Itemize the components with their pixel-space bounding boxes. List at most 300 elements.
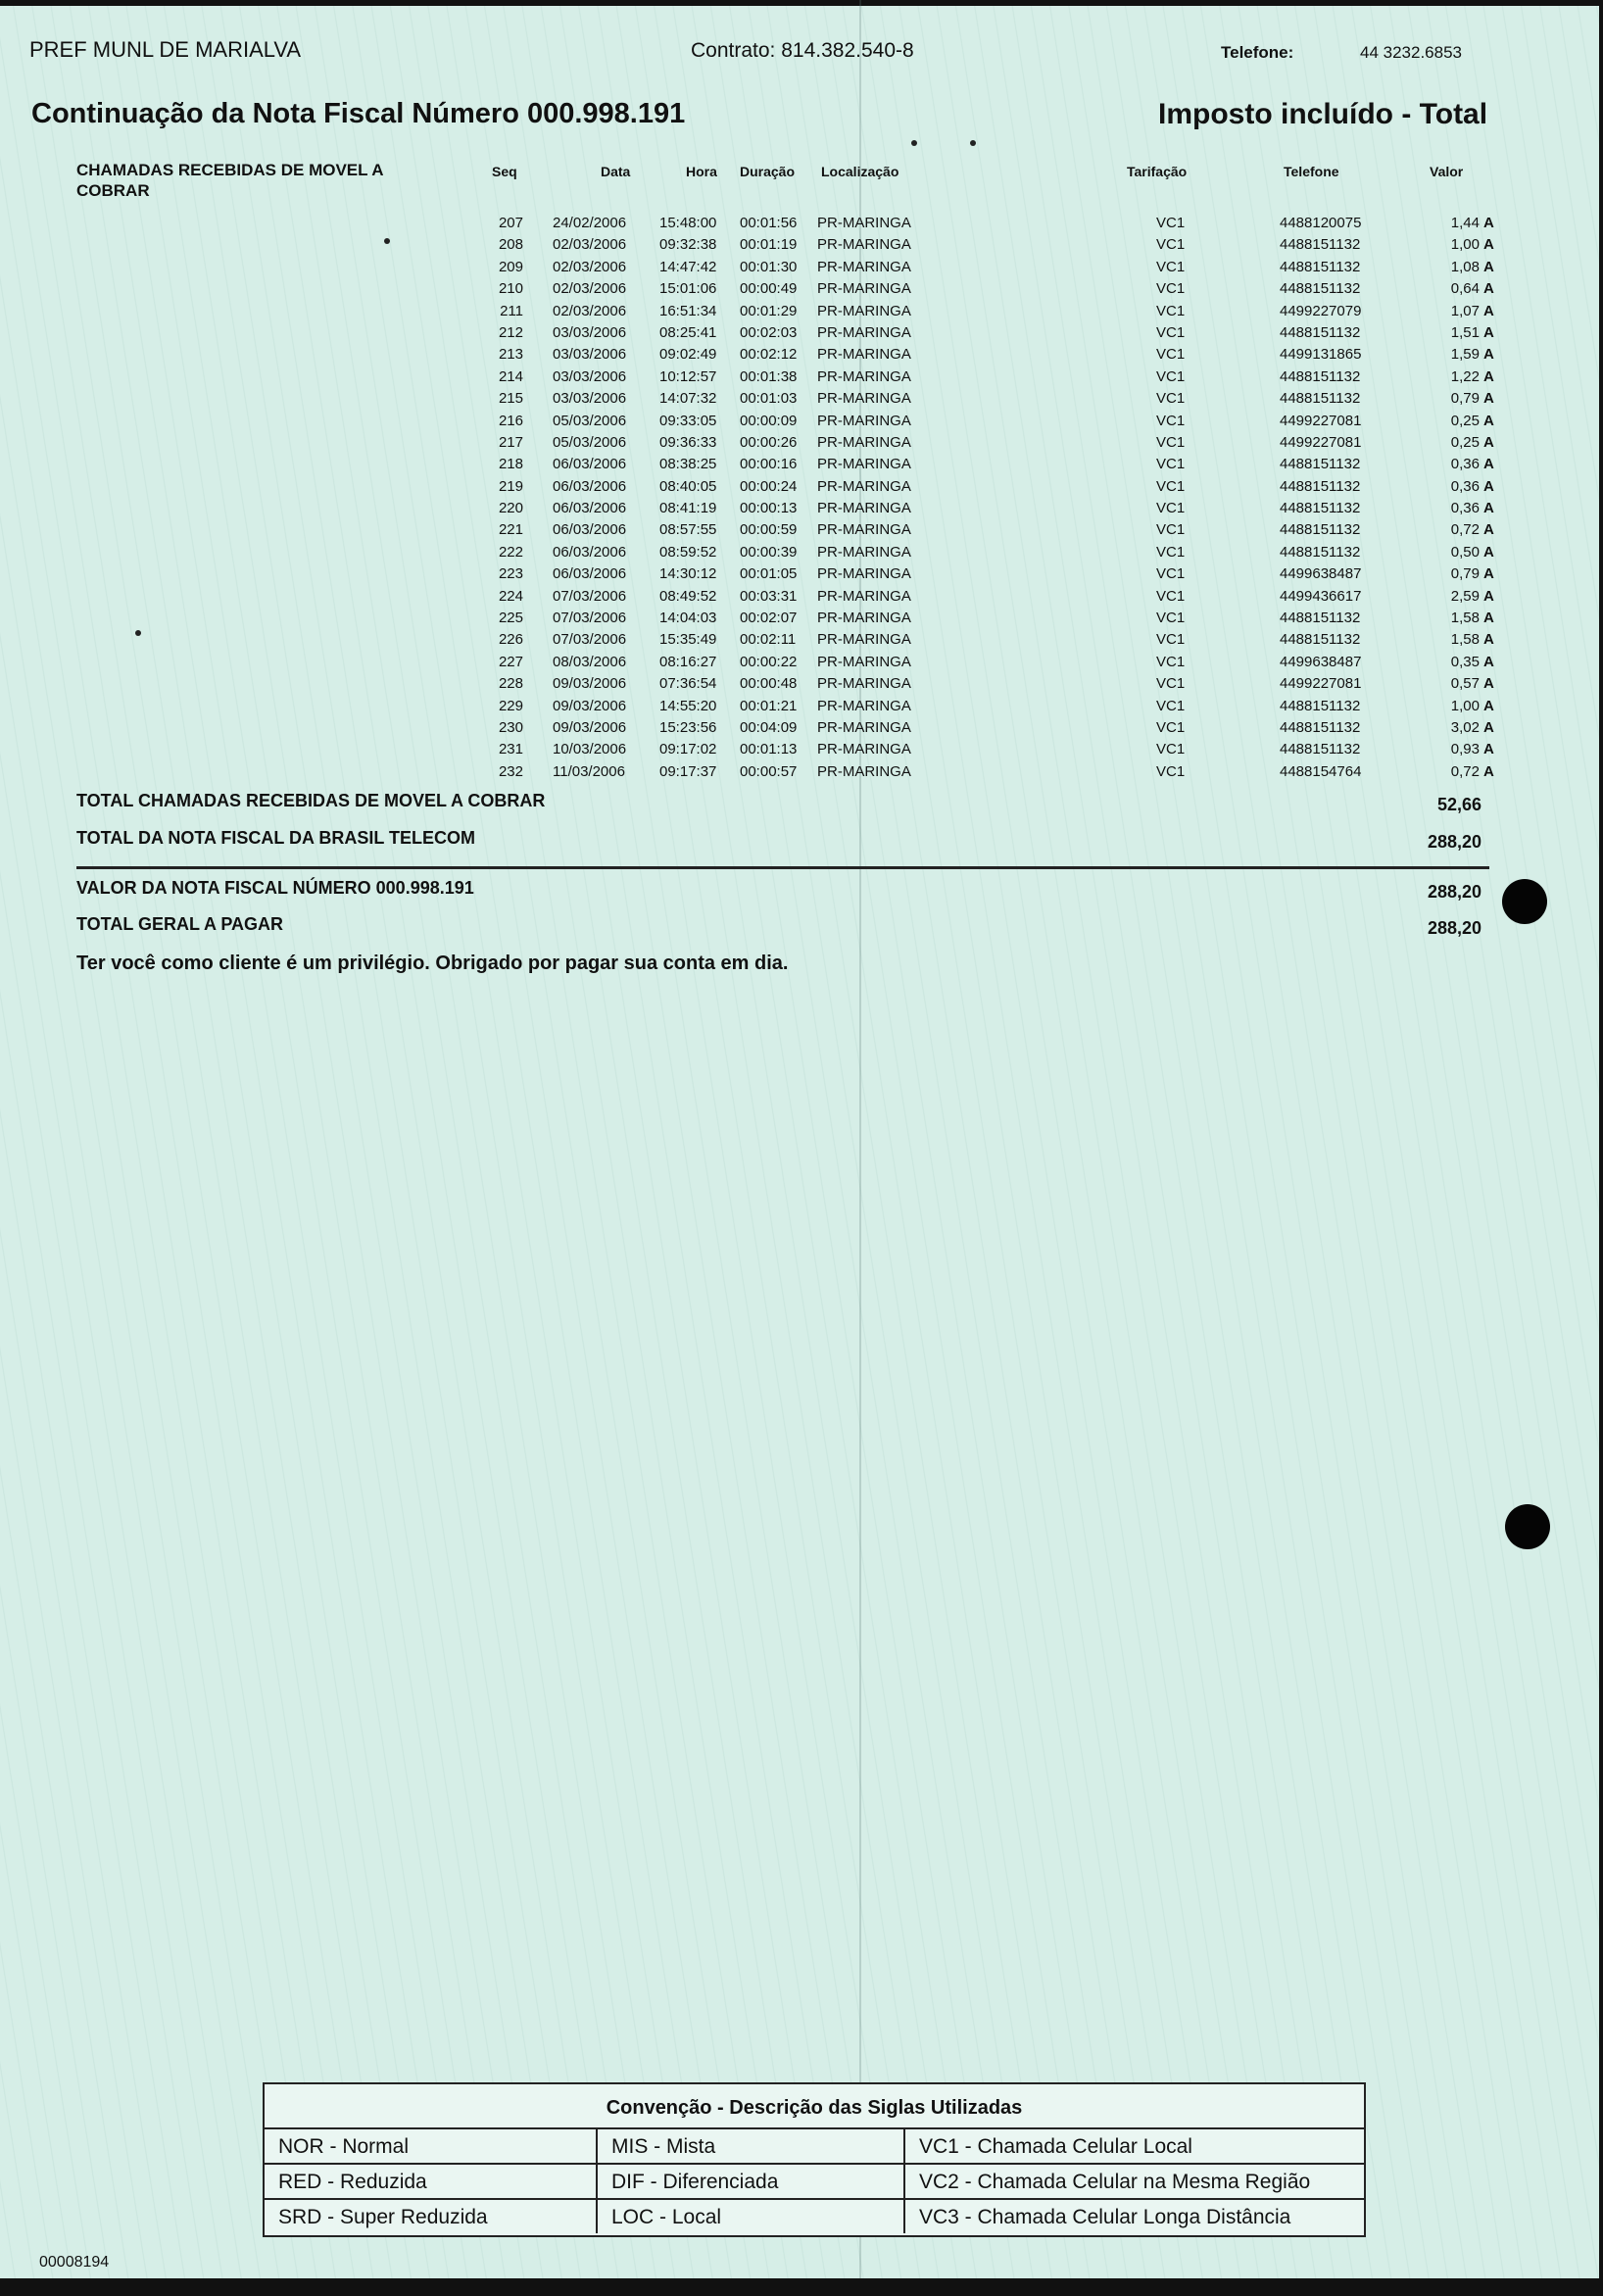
cell-hora: 09:17:02	[659, 741, 717, 758]
cell-tarifacao: VC1	[1156, 741, 1186, 758]
cell-hora: 08:49:52	[659, 587, 717, 605]
cell-tarifacao: VC1	[1156, 762, 1186, 780]
cell-hora: 08:41:19	[659, 500, 717, 517]
table-row	[0, 456, 1603, 477]
table-row	[0, 521, 1603, 543]
cell-seq: 227	[498, 653, 523, 670]
cell-seq: 225	[498, 610, 523, 627]
cell-tarifacao: VC1	[1156, 543, 1186, 561]
cell-telefone: 4499227079	[1280, 302, 1362, 319]
column-header-localizacao: Localização	[821, 164, 899, 179]
cell-valor: 1,07	[1450, 302, 1480, 319]
cell-flag: A	[1483, 280, 1494, 298]
cell-seq: 220	[498, 500, 523, 517]
cell-telefone: 4488154764	[1280, 762, 1362, 780]
cell-telefone: 4499638487	[1280, 653, 1362, 670]
cell-localizacao: PR-MARINGA	[817, 543, 911, 561]
cell-tarifacao: VC1	[1156, 565, 1186, 583]
table-row	[0, 434, 1603, 456]
cell-telefone: 4488120075	[1280, 215, 1362, 231]
cell-localizacao: PR-MARINGA	[817, 367, 911, 385]
table-row	[0, 368, 1603, 390]
table-row	[0, 588, 1603, 610]
table-row	[0, 346, 1603, 367]
cell-duracao: 00:00:24	[740, 477, 798, 495]
legend-cell: MIS - Mista	[598, 2129, 905, 2163]
cell-data: 03/03/2006	[553, 367, 627, 385]
thank-you-message: Ter você como cliente é um privilégio. Obrigado por pagar sua conta em dia.	[76, 953, 789, 974]
table-row	[0, 763, 1603, 785]
cell-flag: A	[1483, 456, 1494, 473]
cell-localizacao: PR-MARINGA	[817, 675, 911, 693]
cell-telefone: 4488151132	[1280, 456, 1361, 473]
table-row	[0, 324, 1603, 346]
cell-localizacao: PR-MARINGA	[817, 477, 911, 495]
cell-hora: 08:59:52	[659, 543, 717, 561]
cell-duracao: 00:00:39	[740, 543, 798, 561]
cell-flag: A	[1483, 258, 1494, 275]
cell-valor: 1,44	[1450, 215, 1480, 231]
cell-duracao: 00:02:11	[740, 631, 797, 649]
column-header-valor: Valor	[1430, 164, 1464, 179]
total-calls-label: TOTAL CHAMADAS RECEBIDAS DE MOVEL A COBRAR	[76, 791, 546, 810]
cell-tarifacao: VC1	[1156, 302, 1186, 319]
punch-hole	[1505, 1504, 1550, 1549]
cell-telefone: 4499227081	[1280, 675, 1362, 693]
cell-tarifacao: VC1	[1156, 367, 1186, 385]
cell-seq: 229	[498, 697, 523, 714]
cell-valor: 1,00	[1450, 236, 1480, 254]
cell-flag: A	[1483, 302, 1494, 319]
cell-telefone: 4488151132	[1280, 543, 1361, 561]
cell-tarifacao: VC1	[1156, 323, 1186, 341]
cell-seq: 212	[498, 323, 523, 341]
cell-duracao: 00:00:49	[740, 280, 798, 298]
cell-telefone: 4488151132	[1280, 258, 1361, 275]
cell-tarifacao: VC1	[1156, 412, 1186, 429]
legend-cell: DIF - Diferenciada	[598, 2165, 905, 2198]
legend-row	[265, 2165, 1364, 2200]
table-row	[0, 741, 1603, 762]
cell-telefone: 4499227081	[1280, 433, 1362, 451]
cell-duracao: 00:02:12	[740, 346, 798, 364]
cell-data: 05/03/2006	[553, 412, 627, 429]
cell-tarifacao: VC1	[1156, 587, 1186, 605]
table-row	[0, 500, 1603, 521]
cell-telefone: 4488151132	[1280, 697, 1361, 714]
cell-telefone: 4488151132	[1280, 741, 1361, 758]
cell-valor: 0,72	[1450, 521, 1480, 539]
cell-telefone: 4488151132	[1280, 521, 1361, 539]
cell-hora: 09:32:38	[659, 236, 717, 254]
cell-hora: 14:04:03	[659, 610, 717, 627]
cell-flag: A	[1483, 741, 1494, 758]
cell-duracao: 00:01:21	[740, 697, 798, 714]
total-invoice-label: TOTAL DA NOTA FISCAL DA BRASIL TELECOM	[76, 828, 475, 848]
cell-valor: 0,72	[1450, 762, 1480, 780]
cell-telefone: 4488151132	[1280, 477, 1361, 495]
cell-seq: 210	[498, 280, 523, 298]
cell-tarifacao: VC1	[1156, 653, 1186, 670]
cell-seq: 222	[498, 543, 523, 561]
cell-data: 02/03/2006	[553, 258, 627, 275]
cell-data: 09/03/2006	[553, 697, 627, 714]
cell-tarifacao: VC1	[1156, 631, 1186, 649]
cell-duracao: 00:03:31	[740, 587, 798, 605]
legend-title: Convenção - Descrição das Siglas Utilizadas	[265, 2084, 1364, 2129]
cell-flag: A	[1483, 631, 1494, 649]
cell-duracao: 00:02:07	[740, 610, 798, 627]
cell-hora: 14:47:42	[659, 258, 717, 275]
phone-label: Telefone:	[1221, 43, 1294, 62]
cell-duracao: 00:01:29	[740, 302, 798, 319]
cell-localizacao: PR-MARINGA	[817, 587, 911, 605]
cell-hora: 08:40:05	[659, 477, 717, 495]
cell-tarifacao: VC1	[1156, 258, 1186, 275]
cell-valor: 0,25	[1450, 412, 1480, 429]
cell-seq: 215	[498, 390, 523, 408]
cell-valor: 0,57	[1450, 675, 1480, 693]
cell-localizacao: PR-MARINGA	[817, 258, 911, 275]
cell-valor: 1,59	[1450, 346, 1480, 364]
cell-duracao: 00:02:03	[740, 323, 798, 341]
cell-valor: 2,59	[1450, 587, 1480, 605]
cell-data: 02/03/2006	[553, 280, 627, 298]
cell-localizacao: PR-MARINGA	[817, 346, 911, 364]
scan-edge-top	[0, 0, 1603, 6]
cell-duracao: 00:00:26	[740, 433, 798, 451]
cell-localizacao: PR-MARINGA	[817, 521, 911, 539]
cell-valor: 0,93	[1450, 741, 1480, 758]
cell-flag: A	[1483, 390, 1494, 408]
cell-localizacao: PR-MARINGA	[817, 718, 911, 736]
cell-localizacao: PR-MARINGA	[817, 697, 911, 714]
cell-seq: 217	[498, 433, 523, 451]
cell-hora: 09:33:05	[659, 412, 717, 429]
cell-hora: 14:55:20	[659, 697, 717, 714]
grand-total-label: TOTAL GERAL A PAGAR	[76, 914, 284, 934]
legend-cell: SRD - Super Reduzida	[265, 2200, 598, 2233]
cell-telefone: 4488151132	[1280, 631, 1361, 649]
cell-flag: A	[1483, 236, 1494, 254]
cell-valor: 1,51	[1450, 323, 1480, 341]
grand-total-value: 288,20	[1427, 918, 1482, 938]
cell-hora: 15:48:00	[659, 215, 717, 231]
cell-hora: 14:30:12	[659, 565, 717, 583]
phone-number: 44 3232.6853	[1360, 43, 1462, 62]
cell-seq: 231	[498, 741, 523, 758]
cell-duracao: 00:00:48	[740, 675, 798, 693]
cell-tarifacao: VC1	[1156, 346, 1186, 364]
cell-seq: 213	[498, 346, 523, 364]
total-invoice-value: 288,20	[1427, 832, 1482, 852]
cell-duracao: 00:00:22	[740, 653, 798, 670]
cell-data: 05/03/2006	[553, 433, 627, 451]
cell-seq: 223	[498, 565, 523, 583]
cell-localizacao: PR-MARINGA	[817, 412, 911, 429]
cell-hora: 16:51:34	[659, 302, 717, 319]
cell-hora: 14:07:32	[659, 390, 717, 408]
cell-flag: A	[1483, 675, 1494, 693]
cell-valor: 0,79	[1450, 390, 1480, 408]
column-header-seq: Seq	[492, 164, 517, 179]
cell-localizacao: PR-MARINGA	[817, 653, 911, 670]
cell-data: 06/03/2006	[553, 543, 627, 561]
cell-tarifacao: VC1	[1156, 477, 1186, 495]
column-header-telefone: Telefone	[1284, 164, 1339, 179]
cell-flag: A	[1483, 697, 1494, 714]
cell-duracao: 00:00:59	[740, 521, 798, 539]
cell-seq: 218	[498, 456, 523, 473]
cell-hora: 10:12:57	[659, 367, 717, 385]
cell-localizacao: PR-MARINGA	[817, 215, 911, 231]
cell-duracao: 00:04:09	[740, 718, 798, 736]
cell-localizacao: PR-MARINGA	[817, 433, 911, 451]
table-row	[0, 390, 1603, 412]
cell-flag: A	[1483, 543, 1494, 561]
cell-localizacao: PR-MARINGA	[817, 280, 911, 298]
cell-localizacao: PR-MARINGA	[817, 610, 911, 627]
scan-speck	[135, 630, 141, 636]
table-row	[0, 215, 1603, 236]
cell-valor: 0,25	[1450, 433, 1480, 451]
cell-flag: A	[1483, 587, 1494, 605]
cell-duracao: 00:01:13	[740, 741, 798, 758]
cell-localizacao: PR-MARINGA	[817, 565, 911, 583]
cell-localizacao: PR-MARINGA	[817, 762, 911, 780]
cell-duracao: 00:01:19	[740, 236, 798, 254]
cell-localizacao: PR-MARINGA	[817, 302, 911, 319]
cell-tarifacao: VC1	[1156, 215, 1186, 231]
cell-telefone: 4488151132	[1280, 718, 1361, 736]
cell-data: 03/03/2006	[553, 346, 627, 364]
cell-hora: 08:25:41	[659, 323, 717, 341]
cell-telefone: 4488151132	[1280, 323, 1361, 341]
cell-valor: 1,08	[1450, 258, 1480, 275]
cell-flag: A	[1483, 718, 1494, 736]
contract-number: Contrato: 814.382.540-8	[691, 39, 914, 62]
cell-valor: 1,58	[1450, 610, 1480, 627]
cell-telefone: 4499638487	[1280, 565, 1362, 583]
table-row	[0, 544, 1603, 565]
cell-hora: 15:23:56	[659, 718, 717, 736]
cell-duracao: 00:00:09	[740, 412, 798, 429]
cell-hora: 09:36:33	[659, 433, 717, 451]
cell-tarifacao: VC1	[1156, 236, 1186, 254]
cell-flag: A	[1483, 433, 1494, 451]
cell-localizacao: PR-MARINGA	[817, 741, 911, 758]
cell-valor: 1,22	[1450, 367, 1480, 385]
cell-tarifacao: VC1	[1156, 521, 1186, 539]
cell-localizacao: PR-MARINGA	[817, 631, 911, 649]
cell-data: 06/03/2006	[553, 456, 627, 473]
table-row	[0, 478, 1603, 500]
cell-hora: 08:38:25	[659, 456, 717, 473]
cell-hora: 08:57:55	[659, 521, 717, 539]
cell-hora: 09:02:49	[659, 346, 717, 364]
cell-data: 09/03/2006	[553, 718, 627, 736]
cell-duracao: 00:00:13	[740, 500, 798, 517]
section-title: CHAMADAS RECEBIDAS DE MOVEL A COBRAR	[76, 161, 383, 200]
cell-duracao: 00:00:57	[740, 762, 798, 780]
cell-data: 02/03/2006	[553, 236, 627, 254]
legend-row	[265, 2129, 1364, 2165]
table-row	[0, 610, 1603, 631]
cell-valor: 1,58	[1450, 631, 1480, 649]
cell-data: 06/03/2006	[553, 521, 627, 539]
legend-cell: RED - Reduzida	[265, 2165, 598, 2198]
cell-telefone: 4488151132	[1280, 390, 1361, 408]
customer-name: PREF MUNL DE MARIALVA	[29, 37, 302, 62]
cell-valor: 1,00	[1450, 697, 1480, 714]
cell-tarifacao: VC1	[1156, 697, 1186, 714]
table-row	[0, 631, 1603, 653]
cell-valor: 3,02	[1450, 718, 1480, 736]
totals-divider	[76, 866, 1489, 869]
cell-flag: A	[1483, 565, 1494, 583]
cell-telefone: 4488151132	[1280, 367, 1361, 385]
cell-telefone: 4499131865	[1280, 346, 1362, 364]
cell-flag: A	[1483, 610, 1494, 627]
cell-flag: A	[1483, 323, 1494, 341]
cell-data: 06/03/2006	[553, 500, 627, 517]
cell-flag: A	[1483, 215, 1494, 231]
cell-data: 06/03/2006	[553, 477, 627, 495]
cell-valor: 0,36	[1450, 456, 1480, 473]
cell-seq: 228	[498, 675, 523, 693]
scan-speck	[970, 140, 976, 146]
cell-flag: A	[1483, 346, 1494, 364]
table-row	[0, 236, 1603, 258]
cell-hora: 07:36:54	[659, 675, 717, 693]
cell-data: 07/03/2006	[553, 631, 627, 649]
scan-speck	[384, 238, 390, 244]
cell-hora: 08:16:27	[659, 653, 717, 670]
cell-valor: 0,35	[1450, 653, 1480, 670]
cell-seq: 226	[498, 631, 523, 649]
cell-valor: 0,36	[1450, 477, 1480, 495]
table-row	[0, 698, 1603, 719]
cell-data: 07/03/2006	[553, 587, 627, 605]
calls-table	[0, 215, 1603, 785]
cell-telefone: 4499227081	[1280, 412, 1362, 429]
cell-telefone: 4488151132	[1280, 236, 1361, 254]
abbreviations-legend	[263, 2082, 1366, 2237]
cell-valor: 0,36	[1450, 500, 1480, 517]
cell-data: 02/03/2006	[553, 302, 627, 319]
cell-localizacao: PR-MARINGA	[817, 323, 911, 341]
cell-localizacao: PR-MARINGA	[817, 456, 911, 473]
cell-data: 10/03/2006	[553, 741, 627, 758]
table-row	[0, 719, 1603, 741]
page-code: 00008194	[39, 2254, 110, 2271]
punch-hole	[1502, 879, 1547, 924]
cell-data: 03/03/2006	[553, 390, 627, 408]
cell-data: 24/02/2006	[553, 215, 627, 231]
table-row	[0, 259, 1603, 280]
table-row	[0, 303, 1603, 324]
cell-tarifacao: VC1	[1156, 718, 1186, 736]
table-row	[0, 675, 1603, 697]
cell-hora: 15:35:49	[659, 631, 717, 649]
cell-seq: 219	[498, 477, 523, 495]
invoice-value-label: VALOR DA NOTA FISCAL NÚMERO 000.998.191	[76, 878, 474, 898]
scan-edge-bottom	[0, 2278, 1603, 2296]
cell-seq: 211	[500, 302, 523, 319]
cell-tarifacao: VC1	[1156, 500, 1186, 517]
cell-seq: 208	[498, 236, 523, 254]
cell-flag: A	[1483, 521, 1494, 539]
cell-localizacao: PR-MARINGA	[817, 236, 911, 254]
column-header-data: Data	[601, 164, 631, 179]
legend-row	[265, 2200, 1364, 2233]
legend-cell: VC3 - Chamada Celular Longa Distância	[919, 2206, 1291, 2228]
cell-tarifacao: VC1	[1156, 390, 1186, 408]
cell-seq: 216	[498, 412, 523, 429]
cell-data: 08/03/2006	[553, 653, 627, 670]
cell-data: 06/03/2006	[553, 565, 627, 583]
cell-duracao: 00:01:56	[740, 215, 798, 231]
cell-duracao: 00:00:16	[740, 456, 798, 473]
cell-tarifacao: VC1	[1156, 675, 1186, 693]
cell-hora: 09:17:37	[659, 762, 717, 780]
cell-valor: 0,79	[1450, 565, 1480, 583]
column-header-hora: Hora	[686, 164, 717, 179]
cell-tarifacao: VC1	[1156, 610, 1186, 627]
cell-valor: 0,64	[1450, 280, 1480, 298]
cell-duracao: 00:01:38	[740, 367, 798, 385]
cell-tarifacao: VC1	[1156, 433, 1186, 451]
cell-flag: A	[1483, 653, 1494, 670]
legend-cell: NOR - Normal	[265, 2129, 598, 2163]
cell-data: 03/03/2006	[553, 323, 627, 341]
table-row	[0, 654, 1603, 675]
table-row	[0, 280, 1603, 302]
cell-flag: A	[1483, 477, 1494, 495]
scan-speck	[911, 140, 917, 146]
table-row	[0, 565, 1603, 587]
cell-localizacao: PR-MARINGA	[817, 500, 911, 517]
cell-hora: 15:01:06	[659, 280, 717, 298]
cell-seq: 232	[498, 762, 523, 780]
column-header-duracao: Duração	[740, 164, 796, 179]
column-header-tarifacao: Tarifação	[1127, 164, 1188, 179]
legend-cell: VC2 - Chamada Celular na Mesma Região	[919, 2171, 1311, 2193]
cell-localizacao: PR-MARINGA	[817, 390, 911, 408]
cell-tarifacao: VC1	[1156, 280, 1186, 298]
cell-duracao: 00:01:30	[740, 258, 798, 275]
legend-cell: LOC - Local	[598, 2200, 905, 2233]
cell-data: 09/03/2006	[553, 675, 627, 693]
legend-cell: VC1 - Chamada Celular Local	[919, 2135, 1192, 2158]
table-row	[0, 413, 1603, 434]
page-subtitle: Imposto incluído - Total	[1158, 98, 1488, 130]
cell-duracao: 00:01:05	[740, 565, 798, 583]
cell-telefone: 4499436617	[1280, 587, 1362, 605]
cell-seq: 224	[498, 587, 523, 605]
cell-telefone: 4488151132	[1280, 280, 1361, 298]
cell-duracao: 00:01:03	[740, 390, 798, 408]
cell-flag: A	[1483, 412, 1494, 429]
cell-flag: A	[1483, 367, 1494, 385]
cell-seq: 209	[498, 258, 523, 275]
page-title: Continuação da Nota Fiscal Número 000.998.191	[31, 98, 686, 129]
invoice-value: 288,20	[1427, 882, 1482, 902]
cell-seq: 230	[498, 718, 523, 736]
cell-data: 11/03/2006	[553, 762, 625, 780]
cell-telefone: 4488151132	[1280, 610, 1361, 627]
cell-flag: A	[1483, 500, 1494, 517]
